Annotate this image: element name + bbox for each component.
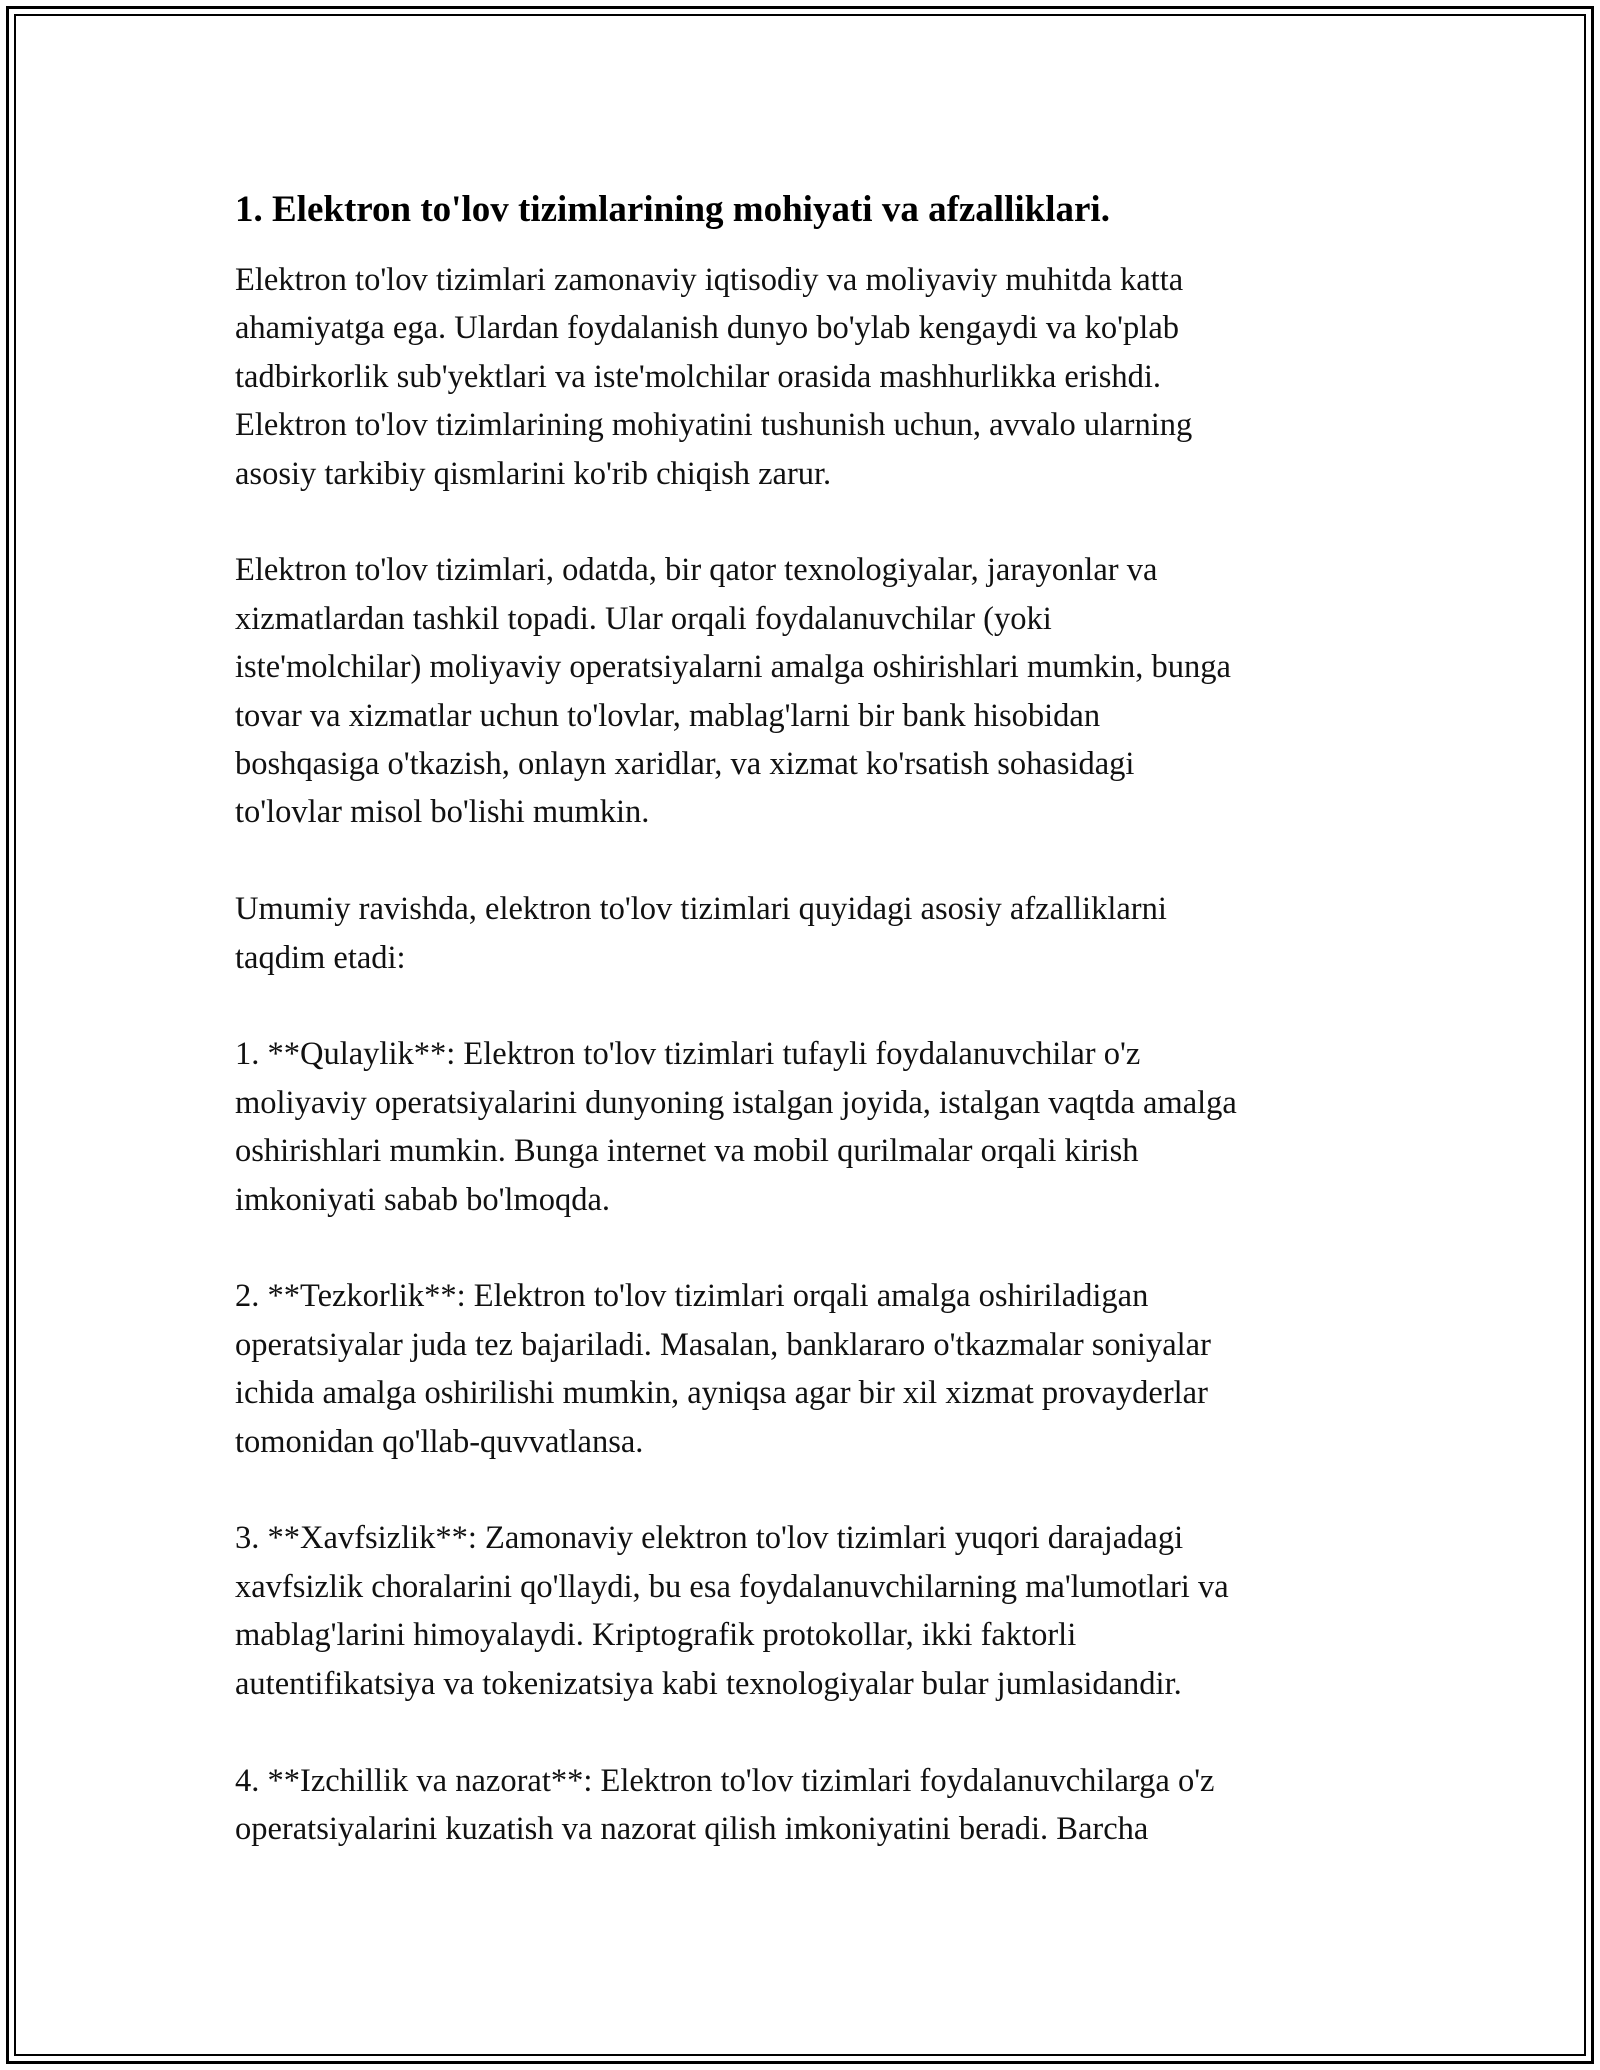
text-line: mablag'larini himoyalaydi. Kriptografik protokollar, ikki faktorli xyxy=(235,1617,1077,1654)
text-line: ahamiyatga ega. Ulardan foydalanish dunyo bo'ylab kengaydi va ko'plab xyxy=(235,310,1179,347)
text-line: moliyaviy operatsiyalarini dunyoning istalgan joyida, istalgan vaqtda amalga xyxy=(235,1084,1237,1121)
text-line: 4. **Izchillik va nazorat**: Elektron to'lov tizimlari foydalanuvchilarga o'z xyxy=(235,1762,1215,1799)
text-line: 2. **Tezkorlik**: Elektron to'lov tizimlari orqali amalga oshiriladigan xyxy=(235,1278,1149,1315)
text-line: taqdim etadi: xyxy=(235,939,406,976)
document-body xyxy=(235,186,1375,1902)
paragraph xyxy=(235,1272,1375,1466)
text-line: Umumiy ravishda, elektron to'lov tizimlari quyidagi asosiy afzalliklarni xyxy=(235,891,1167,928)
text-line: Elektron to'lov tizimlari, odatda, bir qator texnologiyalar, jarayonlar va xyxy=(235,552,1158,589)
paragraph xyxy=(235,885,1375,982)
section-heading: 1. Elektron to'lov tizimlarining mohiyati va afzalliklari. xyxy=(235,189,1110,230)
text-line: imkoniyati sabab bo'lmoqda. xyxy=(235,1181,611,1218)
text-line: to'lovlar misol bo'lishi mumkin. xyxy=(235,794,650,831)
text-line: ichida amalga oshirilishi mumkin, ayniqsa agar bir xil xizmat provayderlar xyxy=(235,1375,1208,1412)
paragraph xyxy=(235,1757,1375,1854)
paragraph xyxy=(235,256,1375,498)
text-line: tomonidan qo'llab-quvvatlansa. xyxy=(235,1423,644,1460)
text-line: tovar va xizmatlar uchun to'lovlar, mablag'larni bir bank hisobidan xyxy=(235,697,1101,734)
text-line: Elektron to'lov tizimlari zamonaviy iqtisodiy va moliyaviy muhitda katta xyxy=(235,262,1184,298)
text-line: operatsiyalarini kuzatish va nazorat qilish imkoniyatini beradi. Barcha xyxy=(235,1810,1149,1847)
text-line: 3. **Xavfsizlik**: Zamonaviy elektron to'lov tizimlari yuqori darajadagi xyxy=(235,1520,1184,1557)
text-line: asosiy tarkibiy qismlarini ko'rib chiqish zarur. xyxy=(235,455,832,492)
text-line: xizmatlardan tashkil topadi. Ular orqali foydalanuvchilar (yoki xyxy=(235,600,1052,637)
text-line: iste'molchilar) moliyaviy operatsiyalarni amalga oshirishlari mumkin, bunga xyxy=(235,649,1231,686)
paragraph xyxy=(235,546,1375,836)
text-line: Elektron to'lov tizimlarining mohiyatini tushunish uchun, avvalo ularning xyxy=(235,407,1193,444)
text-line: autentifikatsiya va tokenizatsiya kabi texnologiyalar bular jumlasidandir. xyxy=(235,1665,1182,1702)
text-line: oshirishlari mumkin. Bunga internet va mobil qurilmalar orqali kirish xyxy=(235,1133,1139,1170)
paragraph xyxy=(235,1030,1375,1224)
text-line: 1. **Qulaylik**: Elektron to'lov tizimlari tufayli foydalanuvchilar o'z xyxy=(235,1036,1141,1073)
paragraph-list xyxy=(235,256,1375,1853)
paragraph xyxy=(235,1514,1375,1708)
text-line: boshqasiga o'tkazish, onlayn xaridlar, va xizmat ko'rsatish sohasidagi xyxy=(235,746,1135,783)
text-line: operatsiyalar juda tez bajariladi. Masalan, banklararo o'tkazmalar soniyalar xyxy=(235,1326,1211,1363)
text-line: tadbirkorlik sub'yektlari va iste'molchilar orasida mashhurlikka erishdi. xyxy=(235,358,1161,395)
text-line: xavfsizlik choralarini qo'llaydi, bu esa foydalanuvchilarning ma'lumotlari va xyxy=(235,1568,1229,1605)
